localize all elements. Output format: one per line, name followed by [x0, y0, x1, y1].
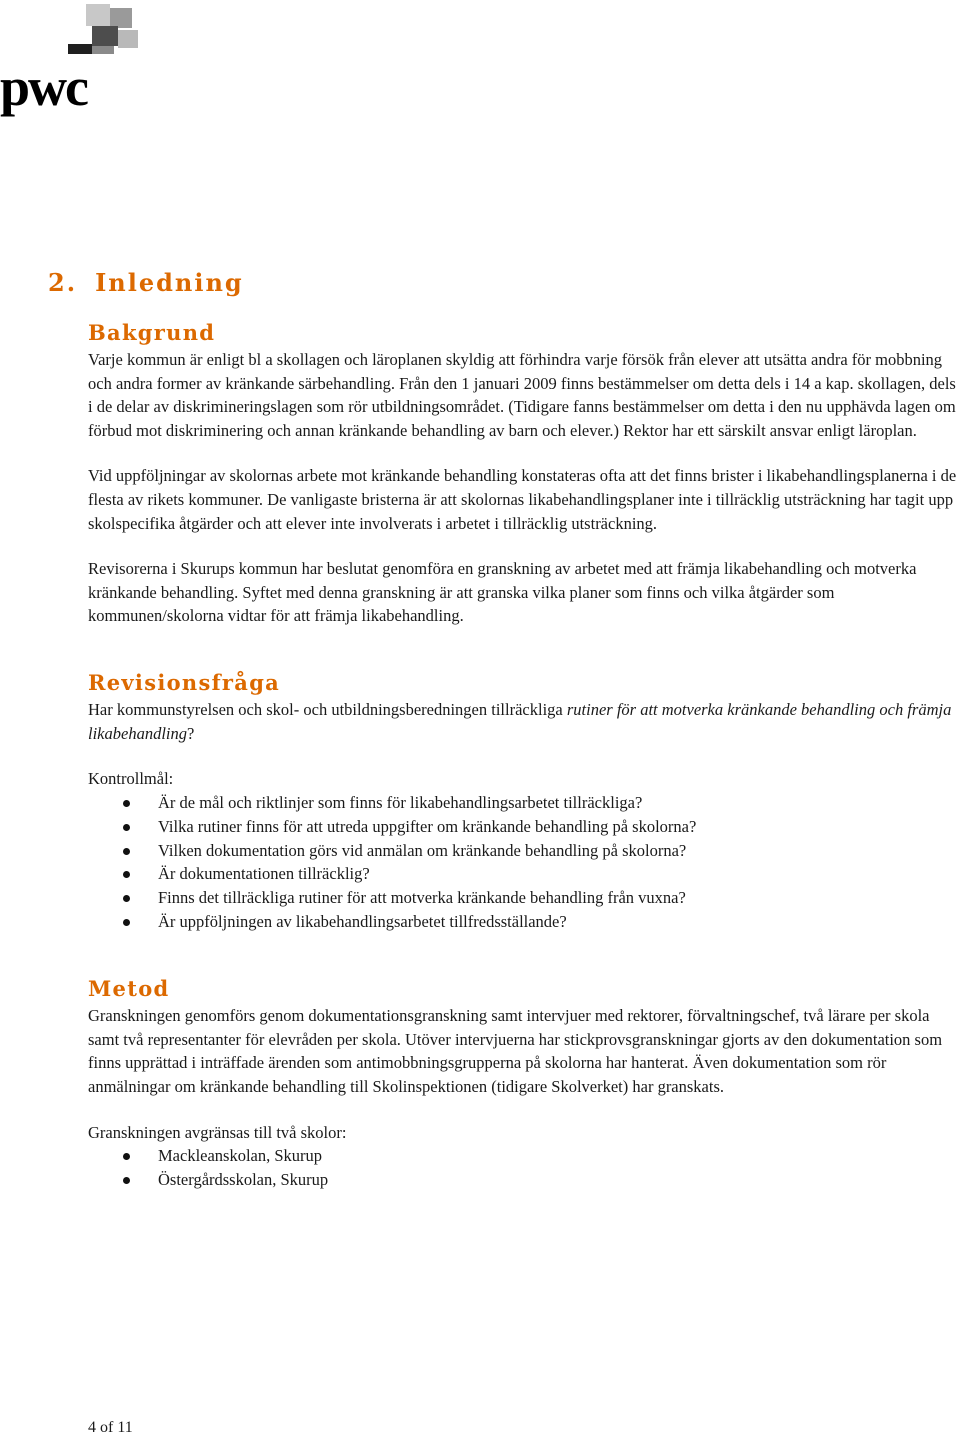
- list-item: Östergårdsskolan, Skurup: [88, 1168, 958, 1192]
- control-objectives-label: Kontrollmål:: [88, 769, 174, 789]
- chapter-title: Inledning: [95, 268, 244, 297]
- section-title-revisionsfraga: Revisionsfråga: [88, 669, 281, 695]
- logo-square: [110, 8, 132, 28]
- section-title-bakgrund: Bakgrund: [88, 320, 216, 345]
- section-title-metod: Metod: [88, 976, 170, 1002]
- paragraph: Vid uppföljningar av skolornas arbete mot kränkande behandling konstateras ofta att det finns brister i likabehandlingsplanerna i de flesta av rikets kommuner. De vanligaste bristerna är att skolornas likabehandlingsplaner inte i tillräcklig utsträckning har tagit upp skolspecifika åtgärder och att elever inte involverats i arbetet i tillräcklig utsträckning.: [88, 466, 957, 533]
- paragraph: Revisorerna i Skurups kommun har beslutat genomföra en granskning av arbetet med att främja likabehandling och motverka kränkande behandling. Syftet med denna granskning är att granska vilka planer som finns och vilka åtgärder som kommunen/skolorna vidtar för att främja likabehandling.: [88, 559, 917, 626]
- list-item: Är uppföljningen av likabehandlingsarbetet tillfredsställande?: [88, 910, 958, 934]
- logo-square: [118, 30, 138, 48]
- paragraph: Granskningen genomförs genom dokumentationsgranskning samt intervjuer med rektorer, förvaltningschef, två lärare per skola samt två representanter för elevråden per skola. Utöver intervjuerna har stickprovsgranskningar gjorts av den dokumentation som finns upprättad i inträffade ärenden som antimobbningsgrupperna på skolorna har hanterat. Även dokumentation som rör anmälningar om kränkande behandling till Skolinspektionen (tidigare Skolverket) har granskats.: [88, 1006, 943, 1096]
- chapter-number: 2.: [48, 268, 78, 297]
- audit-question: Har kommunstyrelsen och skol- och utbildningsberedningen tillräckliga rutiner för att motverka kränkande behandling och främja likabehandling?: [88, 699, 952, 743]
- chapter-heading: [48, 268, 244, 297]
- list-item: Vilken dokumentation görs vid anmälan om kränkande behandling på skolorna?: [88, 839, 958, 863]
- logo-square: [86, 4, 110, 26]
- logo-square: [68, 44, 92, 54]
- list-item: Mackleanskolan, Skurup: [88, 1144, 958, 1168]
- list-item: Är de mål och riktlinjer som finns för likabehandlingsarbetet tillräckliga?: [88, 791, 958, 815]
- scope-label: Granskningen avgränsas till två skolor:: [88, 1122, 347, 1142]
- list-item: Är dokumentationen tillräcklig?: [88, 862, 958, 886]
- schools-list: [88, 1144, 958, 1192]
- logo-wordmark: pwc: [0, 57, 87, 117]
- page-number: 4 of 11: [88, 1419, 133, 1436]
- control-objectives-list: [88, 791, 958, 934]
- list-item: Vilka rutiner finns för att utreda uppgifter om kränkande behandling på skolorna?: [88, 815, 958, 839]
- paragraph: Varje kommun är enligt bl a skollagen och läroplanen skyldig att förhindra varje försök från elever att utsätta andra för mobbning och andra former av kränkande särbehandling. Från den 1 januari 2009 finns bestämmelser om detta dels i 14 a kap. skollagen, dels i de delar av diskrimineringslagen som rör utbildningsområdet. (Tidigare fanns bestämmelser om detta i den nu upphävda lagen om förbud mot diskriminering och annan kränkande behandling av barn och elever.) Rektor har ett särskilt ansvar enligt läroplan.: [88, 350, 956, 440]
- logo-square: [92, 46, 114, 54]
- logo-square: [92, 26, 118, 46]
- pwc-logo: [0, 0, 150, 115]
- document-body: [88, 318, 958, 1192]
- list-item: Finns det tillräckliga rutiner för att motverka kränkande behandling från vuxna?: [88, 886, 958, 910]
